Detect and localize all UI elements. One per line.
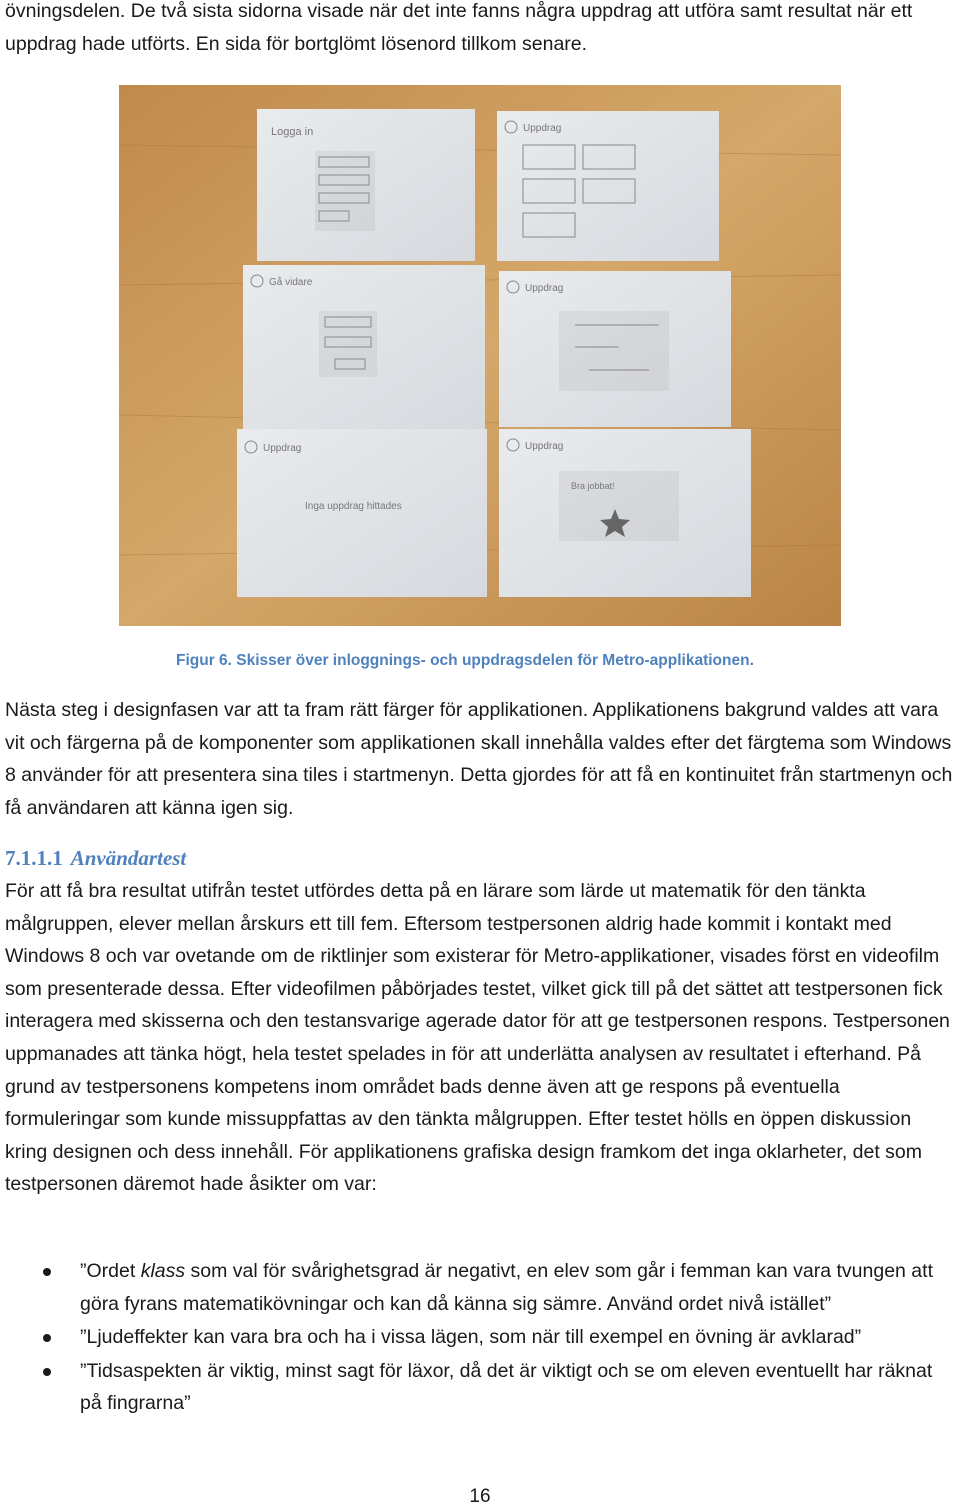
list-item: ”Ordet klass som val för svårighetsgrad är negativt, en elev som går i femman kan vara tvungen att göra fyrans matematikövningar och kan då känna sig sämre. Använd ordet nivå istället” (0, 1255, 960, 1320)
paragraph-colors: Nästa steg i designfasen var att ta fram rätt färger för applikationen. Applikationens bakgrund valdes att vara vit och färgerna på de komponenter som applikationen skall innehålla valdes efter det färgtema som Windows 8 använder för att presentera sina tiles i startmenyn. Detta gjordes för att få en kontinuitet från startmenyn och få användaren att känna igen sig. (5, 699, 953, 819)
section-heading (5, 846, 186, 871)
top-paragraph: övningsdelen. De två sista sidorna visade när det inte fanns några uppdrag att utföra samt resultat när ett uppdrag hade utförts. En sida för bortglömt lösenord tillkom senare. (5, 0, 913, 55)
sketch-no-missions (237, 429, 487, 597)
figure-caption: Figur 6. Skisser över inloggnings- och uppdragsdelen för Metro-applikationen. (176, 652, 754, 669)
svg-text:Gå vidare: Gå vidare (269, 277, 313, 288)
svg-text:Uppdrag: Uppdrag (525, 283, 564, 294)
sketch-success (499, 429, 751, 597)
list-item: ”Ljudeffekter kan vara bra och ha i vissa lägen, som när till exempel en övning är avklarad” (0, 1321, 960, 1354)
feedback-list (0, 1255, 960, 1421)
bullet-icon (43, 1268, 51, 1276)
bullet-icon (43, 1334, 51, 1342)
svg-text:Uppdrag: Uppdrag (525, 441, 564, 452)
section-number: 7.1.1.1 (5, 846, 63, 870)
svg-text:Logga in: Logga in (271, 126, 314, 138)
paragraph-user-test: För att få bra resultat utifrån testet utfördes detta på en lärare som lärde ut matematik för den tänkta målgruppen, elever mellan årskurs ett till fem. Eftersom testpersonen aldrig hade kommit i kontakt med Windows 8 och var ovetande om de riktlinjer som existerar för Metro-applikationer, visades först en videofilm som presenterade dessa. Efter videofilmen påbörjades testet, vilket gick till på det sättet att testpersonen fick interagera med skisserna och den testansvarige agerade dator för att ge testpersonen respons. Testpersonen uppmanades att tänka högt, hela testet spelades in för att underlätta analysen av resultatet i efterhand. På grund av testpersonens kompetens inom området bads denne även att ge respons på eventuella formuleringar som kunde missuppfattas av den tänkta målgruppen. Efter testet hölls en öppen diskussion kring designen och dess innehåll. För applikationens grafiska design framkom det inga oklarheter, det som testpersonen däremot hade åsikter om var: (5, 880, 950, 1196)
sketch-photo (119, 85, 841, 626)
svg-text:Inga uppdrag hittades: Inga uppdrag hittades (305, 501, 402, 512)
svg-text:Uppdrag: Uppdrag (523, 123, 562, 134)
svg-text:Bra jobbat!: Bra jobbat! (571, 481, 615, 491)
list-item: ”Tidsaspekten är viktig, minst sagt för läxor, då det är viktigt och se om eleven eventuellt har räknat på fingrarna” (0, 1355, 960, 1420)
page-number: 16 (469, 1486, 491, 1507)
sketch-question (499, 271, 731, 427)
section-title: Användartest (70, 846, 187, 870)
svg-text:Uppdrag: Uppdrag (263, 443, 302, 454)
sketch-forgot-password (243, 265, 485, 431)
bullet-icon (43, 1368, 51, 1376)
sketch-login (257, 109, 475, 261)
sketch-missions (497, 111, 719, 261)
